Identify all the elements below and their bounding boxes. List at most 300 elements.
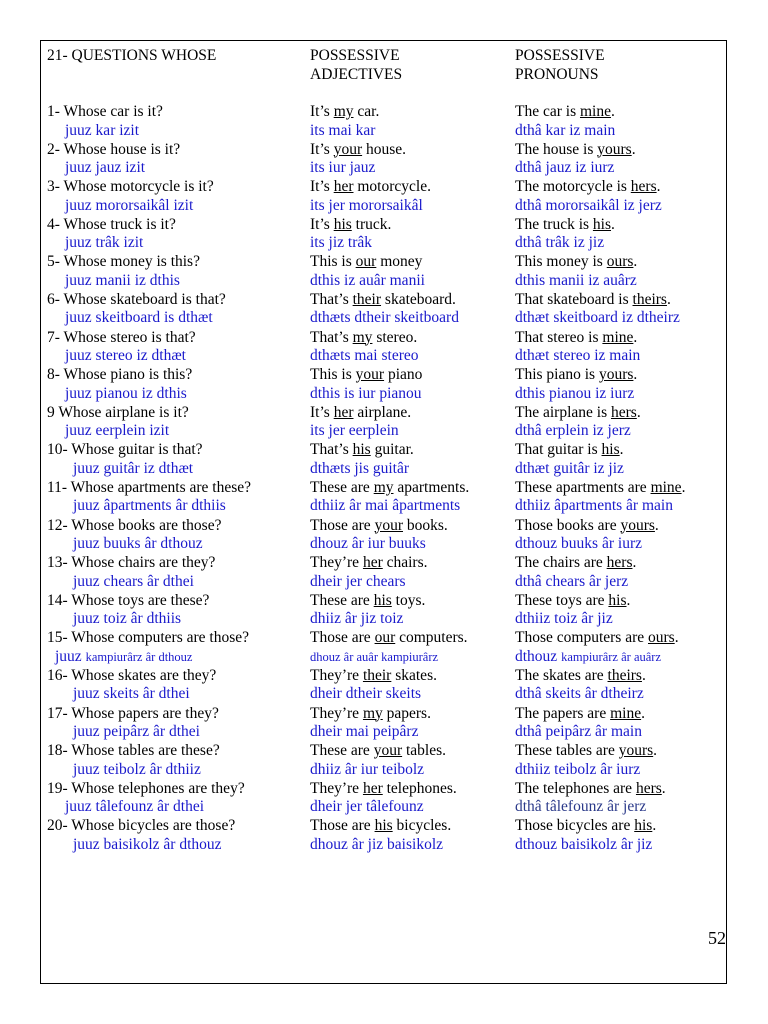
sentence-end: . — [656, 178, 661, 196]
possessive-word: mine — [602, 328, 634, 346]
question-entry — [47, 291, 305, 329]
sentence-start: These tables are — [515, 742, 619, 760]
possessive-word: mine — [650, 478, 682, 496]
pronoun-entry-phonetic: dthouz buuks âr iurz — [515, 535, 642, 553]
adjective-entry-text — [310, 216, 510, 235]
question-phonetic: juuz stereo iz dthæt — [65, 347, 186, 365]
sentence-start: They’re — [310, 554, 363, 572]
pronoun-entry-phonetic: dthæt guitâr iz jiz — [515, 459, 624, 477]
sentence-end: money — [376, 253, 423, 271]
adjective-entry-phonetic: dthis is iur pianou — [310, 384, 422, 402]
adjective-entry-text — [310, 404, 510, 423]
adjective-entry — [310, 479, 510, 517]
sentence-end: . — [610, 103, 615, 120]
possessive-word: their — [362, 666, 392, 684]
adjective-entry — [310, 253, 510, 291]
questions-header: 21- QUESTIONS WHOSE — [47, 47, 217, 64]
sentence-end: car. — [353, 103, 380, 120]
sentence-start: The truck is — [515, 215, 593, 233]
possessive-word: yours — [598, 366, 634, 384]
pronoun-entry — [515, 291, 725, 329]
question-phonetic: juuz skeits âr dthei — [73, 685, 190, 703]
sentence-end: . — [611, 215, 615, 233]
adjective-entry-phonetic: its iur jauz — [310, 159, 376, 177]
adjective-entry — [310, 517, 510, 555]
question-phonetic: juuz âpartments âr dthiis — [73, 497, 226, 515]
sentence-start: Those are — [310, 817, 375, 835]
question-text: 5- Whose money is this? — [47, 253, 200, 271]
adjective-entry-phonetic: dheir jer chears — [310, 572, 406, 590]
pronoun-entry — [515, 742, 725, 780]
sentence-start: Those computers are — [515, 629, 648, 647]
sentence-end: computers. — [395, 629, 468, 647]
pronoun-entry — [515, 441, 725, 479]
sentence-end: . — [633, 366, 638, 384]
question-text: 4- Whose truck is it? — [47, 215, 176, 233]
question-entry — [47, 667, 305, 705]
adjective-entry-phonetic: its jiz trâk — [310, 234, 372, 252]
pronoun-entry — [515, 780, 725, 818]
sentence-end: . — [641, 704, 645, 722]
pronoun-entry-text — [515, 141, 725, 160]
adjective-entry-phonetic: its jer mororsaikâl — [310, 196, 423, 214]
adjective-entry-text — [310, 592, 510, 611]
adjective-entry-text — [310, 742, 510, 761]
question-phonetic: juuz pianou iz dthis — [65, 384, 187, 402]
question-text: 10- Whose guitar is that? — [47, 441, 203, 459]
question-entry — [47, 629, 305, 667]
possessive-word: hers — [610, 403, 637, 421]
pronoun-entry-phonetic: dthæt skeitboard iz dtheirz — [515, 309, 680, 327]
pronoun-entry-phonetic: dthis pianou iz iurz — [515, 384, 635, 402]
sentence-end: . — [631, 140, 636, 158]
sentence-end: . — [619, 441, 624, 459]
sentence-start: It’s — [310, 215, 334, 233]
pronoun-entry-phonetic: dthiiz teibolz âr iurz — [515, 760, 641, 778]
possessive-word: your — [374, 516, 403, 534]
pronoun-entry — [515, 178, 725, 216]
pronoun-entry — [515, 404, 725, 442]
adjective-entry-phonetic: dthis iz auâr manii — [310, 271, 425, 289]
question-text: 14- Whose toys are these? — [47, 591, 210, 609]
possessive-word: hers — [630, 178, 657, 196]
adjectives-column — [310, 103, 510, 855]
possessive-word: ours — [648, 629, 675, 647]
sentence-end: truck. — [351, 215, 392, 233]
sentence-start: This is — [310, 366, 356, 384]
adjective-entry-phonetic: dhouz âr iur buuks — [310, 535, 426, 553]
question-phonetic: juuz jauz izit — [65, 159, 146, 177]
pronoun-entry — [515, 253, 725, 291]
sentence-end: tables. — [402, 742, 447, 760]
pronoun-entry — [515, 667, 725, 705]
question-text: 9 Whose airplane is it? — [47, 403, 189, 421]
pronoun-entry-text — [515, 517, 725, 536]
sentence-start: Those are — [310, 629, 375, 647]
adjective-entry-text — [310, 329, 510, 348]
adjective-entry-phonetic: dthæts mai stereo — [310, 347, 419, 365]
adjective-entry — [310, 366, 510, 404]
pronoun-entry-phonetic: dthæt stereo iz main — [515, 347, 641, 365]
pronoun-entry-phonetic: dthâ tâlefounz âr jerz — [515, 798, 647, 816]
adjective-entry-phonetic: dhouz âr jiz baisikolz — [310, 835, 443, 853]
adjective-entry — [310, 667, 510, 705]
sentence-start: The chairs are — [515, 554, 607, 572]
sentence-start: The papers are — [515, 704, 611, 722]
sentence-start: The skates are — [515, 666, 608, 684]
sentence-end: skates. — [391, 666, 437, 684]
pronoun-entry-phonetic — [515, 648, 725, 667]
pronoun-entry-text — [515, 629, 725, 648]
pronoun-entry-text — [515, 817, 725, 836]
question-entry — [47, 253, 305, 291]
adjective-entry-text — [310, 817, 510, 836]
pronoun-entry — [515, 705, 725, 743]
sentence-end: books. — [402, 516, 448, 534]
question-entry — [47, 780, 305, 818]
sentence-start: That stereo is — [515, 328, 603, 346]
pronoun-entry-text — [515, 366, 725, 385]
sentence-start: They’re — [310, 779, 363, 797]
question-phonetic: juuz trâk izit — [65, 234, 144, 252]
sentence-end: toys. — [391, 591, 426, 609]
adjective-entry — [310, 592, 510, 630]
question-phonetic — [47, 648, 305, 667]
adjective-entry — [310, 780, 510, 818]
question-phonetic: juuz skeitboard is dthæt — [65, 309, 213, 327]
possessive-word: his — [592, 215, 612, 233]
sentence-start: The car is — [515, 103, 580, 120]
question-entry — [47, 592, 305, 630]
possessive-word: theirs — [607, 666, 642, 684]
pronoun-entry — [515, 141, 725, 179]
possessive-word: his — [333, 215, 352, 233]
sentence-start: These are — [310, 591, 374, 609]
pronoun-entry-phonetic: dthiiz toiz âr jiz — [515, 610, 613, 628]
possessive-word: my — [362, 704, 383, 722]
adjective-entry — [310, 441, 510, 479]
question-entry — [47, 141, 305, 179]
sentence-start: The motorcycle is — [515, 178, 631, 196]
question-text: 1- Whose car is it? — [47, 103, 163, 120]
sentence-start: They’re — [310, 704, 363, 722]
pronoun-entry-phonetic: dthis manii iz auârz — [515, 271, 637, 289]
pronoun-entry — [515, 817, 725, 855]
possessive-word: his — [608, 591, 627, 609]
sentence-end: papers. — [382, 704, 431, 722]
adjective-entry-text — [310, 629, 510, 648]
pronoun-entry-text — [515, 329, 725, 348]
pronoun-entry-text — [515, 404, 725, 423]
pronoun-entry-text — [515, 479, 725, 498]
sentence-start: That guitar is — [515, 441, 602, 459]
sentence-start: It’s — [310, 103, 334, 120]
possessive-word: your — [373, 742, 403, 760]
sentence-end: . — [681, 478, 686, 496]
pronouns-column — [515, 103, 725, 855]
sentence-start: It’s — [310, 140, 334, 158]
question-entry — [47, 216, 305, 254]
question-phonetic: juuz kar izit — [65, 121, 140, 139]
adjective-entry-text — [310, 141, 510, 160]
question-text: 11- Whose apartments are these? — [47, 478, 251, 496]
pronoun-entry-phonetic: dthâ kar iz main — [515, 121, 616, 139]
pronouns-header: POSSESSIVE PRONOUNS — [515, 47, 605, 83]
sentence-end: . — [632, 554, 637, 572]
question-entry — [47, 329, 305, 367]
adjective-entry-phonetic: dhiiz âr jiz toiz — [310, 610, 404, 628]
adjective-entry-text — [310, 667, 510, 686]
question-entry — [47, 178, 305, 216]
adjectives-header: POSSESSIVE ADJECTIVES — [310, 47, 403, 83]
adjective-entry-text — [310, 178, 510, 197]
question-phonetic: juuz eerplein izit — [65, 422, 170, 440]
adjective-entry-phonetic: dhiiz âr iur teibolz — [310, 760, 425, 778]
question-text: 13- Whose chairs are they? — [47, 554, 216, 572]
sentence-end: . — [674, 629, 679, 647]
question-text: 3- Whose motorcycle is it? — [47, 178, 214, 196]
adjective-entry-phonetic: its mai kar — [310, 121, 376, 139]
possessive-word: hers — [606, 554, 633, 572]
adjective-entry — [310, 291, 510, 329]
pronoun-entry-phonetic: dthâ peipârz âr main — [515, 723, 642, 740]
pronoun-entry-phonetic: dthouz baisikolz âr jiz — [515, 835, 653, 853]
question-text: 17- Whose papers are they? — [47, 704, 219, 722]
sentence-end: stereo. — [372, 328, 418, 346]
question-text: 15- Whose computers are those? — [47, 629, 250, 647]
adjective-entry-text — [310, 554, 510, 573]
adjective-entry-phonetic: dheir dtheir skeits — [310, 685, 422, 703]
adjective-entry-text — [310, 517, 510, 536]
adjective-entry — [310, 817, 510, 855]
possessive-word: his — [373, 591, 392, 609]
sentence-start: These are — [310, 742, 374, 760]
adjective-entry — [310, 705, 510, 743]
question-text: 8- Whose piano is this? — [47, 366, 193, 384]
sentence-start: It’s — [310, 178, 334, 196]
pronoun-entry-text — [515, 742, 725, 761]
possessive-word: hers — [635, 779, 662, 797]
question-text: 20- Whose bicycles are those? — [47, 817, 236, 835]
pronoun-entry — [515, 103, 725, 141]
possessive-word: my — [373, 478, 394, 496]
sentence-end: . — [633, 253, 638, 271]
sentence-end: piano — [384, 366, 423, 384]
adjective-entry — [310, 629, 510, 667]
sentence-end: guitar. — [370, 441, 414, 459]
pronoun-entry — [515, 329, 725, 367]
sentence-end: skateboard. — [381, 290, 456, 308]
sentence-start: The house is — [515, 140, 598, 158]
adjective-entry — [310, 404, 510, 442]
question-phonetic: juuz toiz âr dthiis — [73, 610, 182, 628]
question-text: 2- Whose house is it? — [47, 140, 181, 158]
phonetic-part: juuz — [55, 647, 86, 665]
possessive-word: mine — [610, 704, 642, 722]
possessive-word: their — [352, 290, 382, 308]
page-number: 52 — [708, 928, 726, 948]
possessive-word: his — [374, 817, 393, 835]
pronoun-entry-text — [515, 103, 725, 122]
phonetic-part: dthouz — [515, 647, 562, 665]
phonetic-part: kampiurârz âr auârz — [561, 649, 661, 664]
pronoun-entry-phonetic: dthâ jauz iz iurz — [515, 159, 615, 177]
sentence-start: These toys are — [515, 591, 609, 609]
pronoun-entry-text — [515, 780, 725, 799]
sentence-end: apartments. — [393, 478, 470, 496]
sentence-start: Those bicycles are — [515, 817, 635, 835]
adjective-entry — [310, 103, 510, 141]
adjective-entry-text — [310, 103, 510, 122]
sentence-end: . — [636, 403, 641, 421]
possessive-word: my — [352, 328, 373, 346]
adjective-entry-text — [310, 366, 510, 385]
sentence-end: telephones. — [382, 779, 457, 797]
possessive-word: yours — [618, 742, 654, 760]
sentence-end: house. — [362, 140, 407, 158]
pronoun-entry-phonetic: dthâ trâk iz jiz — [515, 234, 605, 252]
possessive-word: mine — [579, 103, 611, 120]
adjective-entry — [310, 742, 510, 780]
question-phonetic: juuz buuks âr dthouz — [73, 535, 203, 553]
adjective-entry-text — [310, 780, 510, 799]
sentence-start: It’s — [310, 403, 334, 421]
pronoun-entry-text — [515, 178, 725, 197]
question-phonetic: juuz manii iz dthis — [65, 271, 180, 289]
adjective-entry-phonetic: dthiiz âr mai âpartments — [310, 497, 461, 515]
sentence-start: The telephones are — [515, 779, 636, 797]
possessive-word: your — [333, 140, 363, 158]
question-phonetic: juuz guitâr iz dthæt — [73, 459, 194, 477]
sentence-end: . — [661, 779, 666, 797]
possessive-word: my — [333, 103, 354, 120]
question-phonetic: juuz baisikolz âr dthouz — [73, 835, 222, 853]
pronoun-entry — [515, 366, 725, 404]
possessive-word: yours — [597, 140, 632, 158]
question-phonetic: juuz peipârz âr dthei — [73, 723, 200, 740]
pronoun-entry-text — [515, 705, 725, 724]
pronoun-entry-text — [515, 554, 725, 573]
pronoun-entry — [515, 629, 725, 667]
possessive-word: ours — [606, 253, 634, 271]
sentence-start: That’s — [310, 441, 353, 459]
adjective-entry — [310, 216, 510, 254]
sentence-start: This piano is — [515, 366, 599, 384]
adjective-entry-phonetic: its jer eerplein — [310, 422, 399, 440]
possessive-word: yours — [620, 516, 655, 534]
pronoun-entry-text — [515, 592, 725, 611]
sentence-start: That’s — [310, 328, 353, 346]
pronoun-entry — [515, 592, 725, 630]
question-text: 16- Whose skates are they? — [47, 666, 217, 684]
pronoun-entry-text — [515, 441, 725, 460]
question-entry — [47, 742, 305, 780]
sentence-start: The airplane is — [515, 403, 611, 421]
pronoun-entry-text — [515, 253, 725, 272]
sentence-end: . — [633, 328, 638, 346]
adjective-entry-phonetic: dthæts jis guitâr — [310, 459, 410, 477]
question-entry — [47, 404, 305, 442]
sentence-start: Those books are — [515, 516, 621, 534]
adjective-entry-text — [310, 291, 510, 310]
adjective-entry-phonetic: dheir jer tâlefounz — [310, 798, 424, 816]
question-entry — [47, 366, 305, 404]
question-text: 7- Whose stereo is that? — [47, 328, 196, 346]
question-text: 6- Whose skateboard is that? — [47, 290, 226, 308]
possessive-word: our — [355, 253, 377, 271]
questions-column — [47, 103, 305, 855]
pronoun-entry-text — [515, 216, 725, 235]
possessive-word: his — [601, 441, 620, 459]
sentence-end: . — [641, 666, 646, 684]
pronoun-entry-text — [515, 291, 725, 310]
possessive-word: his — [352, 441, 371, 459]
sentence-end: . — [654, 516, 659, 534]
sentence-end: chairs. — [382, 554, 428, 572]
question-entry — [47, 705, 305, 743]
possessive-word: his — [634, 817, 653, 835]
possessive-word: our — [374, 629, 396, 647]
phonetic-part: kampiurârz âr dthouz — [85, 649, 193, 664]
possessive-word: her — [333, 403, 354, 421]
pronoun-entry-phonetic: dthiiz âpartments âr main — [515, 497, 673, 515]
adjective-entry-text — [310, 441, 510, 460]
question-phonetic: juuz tâlefounz âr dthei — [65, 798, 205, 816]
sentence-end: . — [652, 817, 657, 835]
pronoun-entry — [515, 216, 725, 254]
pronoun-entry — [515, 479, 725, 517]
sentence-start: These apartments are — [515, 478, 651, 496]
adjective-entry-phonetic: dthæts dtheir skeitboard — [310, 309, 459, 327]
question-phonetic: juuz chears âr dthei — [73, 572, 194, 590]
pronoun-entry-phonetic: dthâ chears âr jerz — [515, 572, 629, 590]
pronoun-entry-phonetic: dthâ erplein iz jerz — [515, 422, 631, 440]
sentence-end: airplane. — [353, 403, 412, 421]
question-entry — [47, 441, 305, 479]
pronoun-entry-phonetic: dthâ mororsaikâl iz jerz — [515, 196, 662, 214]
adjective-entry-phonetic: dhouz âr auâr kampiurârz — [310, 649, 439, 664]
adjective-entry-text — [310, 479, 510, 498]
question-text: 12- Whose books are those? — [47, 516, 222, 534]
sentence-end: . — [653, 742, 658, 760]
possessive-word: your — [355, 366, 385, 384]
possessive-word: her — [362, 779, 383, 797]
question-phonetic: juuz teibolz âr dthiiz — [73, 760, 201, 778]
sentence-start: They’re — [310, 666, 363, 684]
sentence-start: Those are — [310, 516, 375, 534]
sentence-start: These are — [310, 478, 374, 496]
sentence-start: This is — [310, 253, 356, 271]
question-entry — [47, 817, 305, 855]
pronoun-entry-text — [515, 667, 725, 686]
possessive-word: theirs — [632, 290, 667, 308]
question-entry — [47, 479, 305, 517]
sentence-end: . — [626, 591, 631, 609]
sentence-start: That’s — [310, 290, 353, 308]
adjective-entry-text — [310, 253, 510, 272]
sentence-start: That skateboard is — [515, 290, 633, 308]
question-entry — [47, 554, 305, 592]
adjective-entry — [310, 141, 510, 179]
adjective-entry-text — [310, 705, 510, 724]
adjective-entry — [310, 554, 510, 592]
possessive-word: her — [333, 178, 354, 196]
question-text: 18- Whose tables are these? — [47, 742, 220, 760]
possessive-word: her — [362, 554, 383, 572]
adjective-entry — [310, 178, 510, 216]
sentence-end: . — [666, 290, 671, 308]
question-phonetic: juuz mororsaikâl izit — [65, 196, 194, 214]
